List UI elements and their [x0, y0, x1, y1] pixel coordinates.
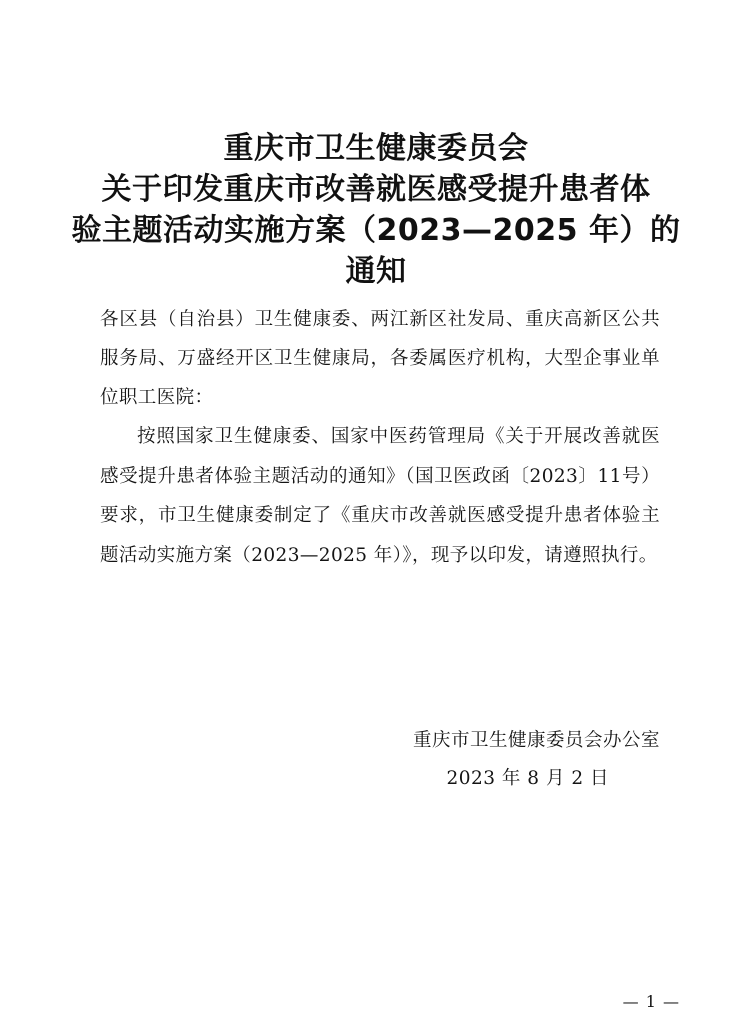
page-number: — 1 — — [622, 992, 680, 1011]
title-line-4: 通知 — [345, 254, 407, 289]
sender-signature: 重庆市卫生健康委员会办公室 — [412, 730, 660, 751]
body-paragraph: 按照国家卫生健康委、国家中医药管理局《关于开展改善就医感受提升患者体验主题活动的通知》（国卫医政函〔2023〕11号）要求，市卫生健康委制定了《重庆市改善就医感受提升患者体验主题活动实施方案（2023—2025 年）》，现予以印发，请遵照执行。 — [100, 426, 660, 566]
title-line-3: 验主题活动实施方案（2023—2025 年）的 — [71, 213, 681, 248]
title-line-2: 关于印发重庆市改善就医感受提升患者体 — [101, 172, 651, 207]
document-title — [60, 128, 692, 292]
addressee-paragraph: 各区县（自治县）卫生健康委、两江新区社发局、重庆高新区公共服务局、万盛经开区卫生健康局，各委属医疗机构，大型企事业单位职工医院： — [100, 309, 660, 408]
issue-date: 2023 年 8 月 2 日 — [446, 768, 609, 789]
title-line-1: 重庆市卫生健康委员会 — [223, 131, 529, 166]
